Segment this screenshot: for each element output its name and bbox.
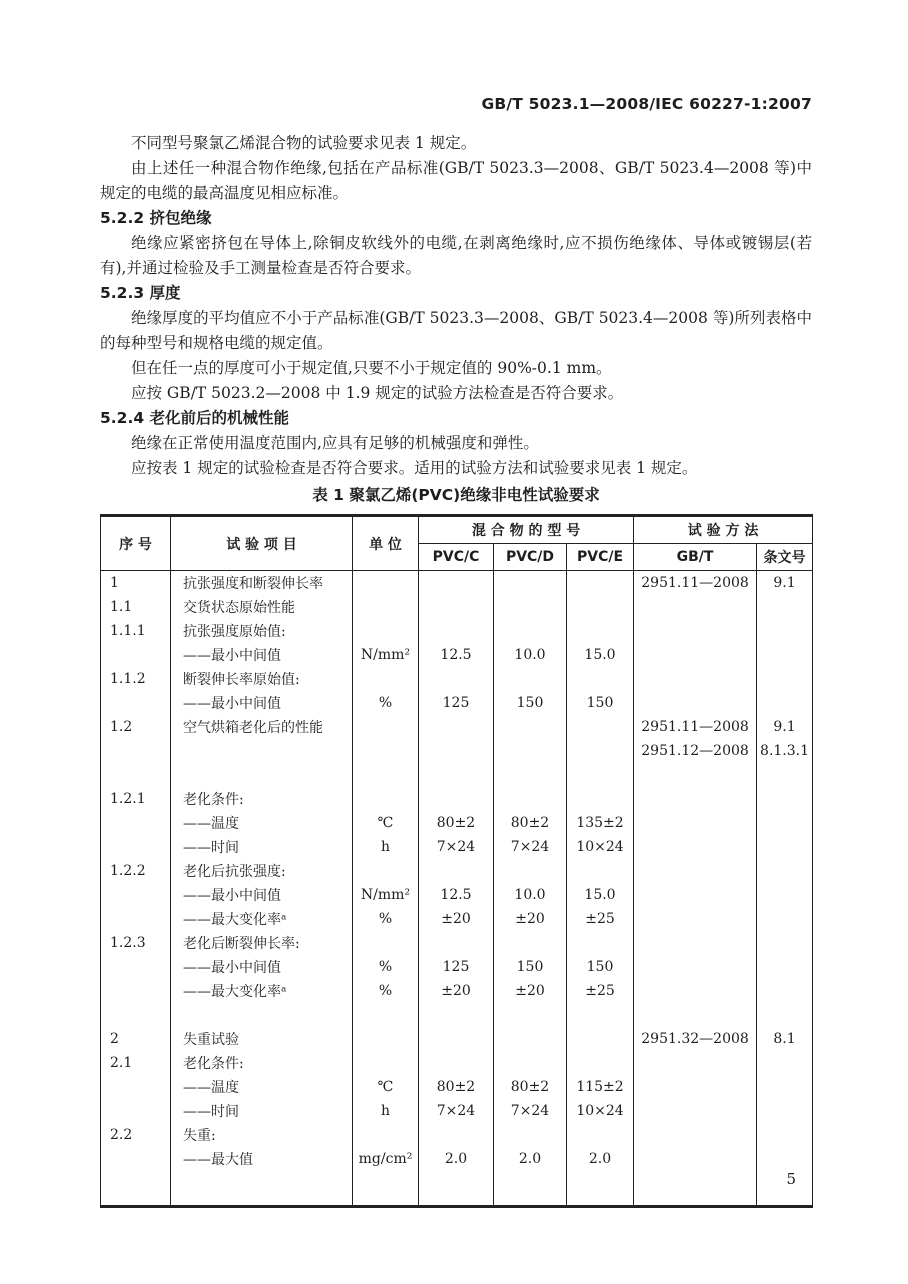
table-cell xyxy=(634,619,757,643)
table-cell: 12.5 xyxy=(419,643,494,667)
table-cell xyxy=(419,859,494,883)
table-cell: % xyxy=(353,691,419,715)
table-cell xyxy=(419,1051,494,1075)
table-cell: 7×24 xyxy=(419,1099,494,1123)
table-cell xyxy=(353,619,419,643)
table-cell: 80±2 xyxy=(419,811,494,835)
table-cell: 2.1 xyxy=(101,1051,171,1075)
table-cell xyxy=(494,763,567,787)
table-cell xyxy=(634,643,757,667)
table-cell: % xyxy=(353,955,419,979)
table-title: 表 1 聚氯乙烯(PVC)绝缘非电性试验要求 xyxy=(312,486,600,504)
column-header-pvc-e: PVC/E xyxy=(567,544,634,571)
table-cell: 抗张强度原始值: xyxy=(171,619,353,643)
table-cell: 空气烘箱老化后的性能 xyxy=(171,715,353,739)
table-cell xyxy=(757,787,813,811)
table-cell xyxy=(494,859,567,883)
table-row xyxy=(101,643,813,667)
table-cell: 150 xyxy=(494,691,567,715)
table-header-row-1 xyxy=(101,516,813,544)
clause-heading: 5.2.2 挤包绝缘 xyxy=(100,209,212,227)
table-cell xyxy=(353,931,419,955)
table-row xyxy=(101,667,813,691)
table-cell xyxy=(101,907,171,931)
pvc-test-requirements-table xyxy=(100,514,813,1208)
table-cell xyxy=(634,1099,757,1123)
table-cell xyxy=(353,787,419,811)
column-header-item: 试 验 项 目 xyxy=(171,516,353,571)
table-cell: 2951.11—2008 xyxy=(634,715,757,739)
table-cell xyxy=(353,571,419,596)
spacer-cell xyxy=(171,1171,353,1207)
table-cell: ±25 xyxy=(567,979,634,1003)
table-cell: 2.2 xyxy=(101,1123,171,1147)
table-cell xyxy=(171,763,353,787)
table-cell: mg/cm² xyxy=(353,1147,419,1171)
table-cell: 10×24 xyxy=(567,835,634,859)
table-cell xyxy=(101,739,171,763)
table-cell: 10×24 xyxy=(567,1099,634,1123)
table-cell: 7×24 xyxy=(494,835,567,859)
table-cell: 9.1 xyxy=(757,571,813,596)
table-cell xyxy=(567,571,634,596)
table-cell xyxy=(757,1075,813,1099)
paragraph: 绝缘厚度的平均值应不小于产品标准(GB/T 5023.3—2008、GB/T 5023.4—2008 等)所列表格中的每种型号和规格电缆的规定值。 xyxy=(100,309,812,352)
table-cell xyxy=(757,835,813,859)
table-cell xyxy=(634,667,757,691)
column-group-test-method: 试 验 方 法 xyxy=(634,516,813,544)
table-cell: 135±2 xyxy=(567,811,634,835)
table-row xyxy=(101,1147,813,1171)
table-cell xyxy=(494,667,567,691)
table-cell: 1.1 xyxy=(101,595,171,619)
table-cell xyxy=(567,787,634,811)
table-cell xyxy=(757,859,813,883)
spacer-cell xyxy=(353,1171,419,1207)
table-cell: 1.2.1 xyxy=(101,787,171,811)
table-cell xyxy=(634,763,757,787)
paragraph: 应按表 1 规定的试验检查是否符合要求。适用的试验方法和试验要求见表 1 规定。 xyxy=(131,459,698,477)
table-cell: 150 xyxy=(567,691,634,715)
table-cell xyxy=(419,619,494,643)
table-cell: 115±2 xyxy=(567,1075,634,1099)
table-cell: 8.1 xyxy=(757,1027,813,1051)
paragraph: 绝缘应紧密挤包在导体上,除铜皮软线外的电缆,在剥离绝缘时,应不损伤绝缘体、导体或镀锡层(若有),并通过检验及手工测量检查是否符合要求。 xyxy=(100,234,812,277)
table-cell: ——最大变化率ᵃ xyxy=(171,979,353,1003)
table-cell xyxy=(567,1003,634,1027)
table-cell xyxy=(567,931,634,955)
table-row xyxy=(101,835,813,859)
table-body xyxy=(101,571,813,1172)
table-cell xyxy=(494,787,567,811)
table-cell: 失重: xyxy=(171,1123,353,1147)
table-cell xyxy=(353,859,419,883)
table-cell: 9.1 xyxy=(757,715,813,739)
table-cell xyxy=(101,883,171,907)
table-cell: ℃ xyxy=(353,811,419,835)
table-cell xyxy=(494,1027,567,1051)
column-header-unit: 单 位 xyxy=(353,516,419,571)
table-cell xyxy=(494,931,567,955)
paragraph: 但在任一点的厚度可小于规定值,只要不小于规定值的 90%-0.1 mm。 xyxy=(131,359,612,377)
paragraph: 不同型号聚氯乙烯混合物的试验要求见表 1 规定。 xyxy=(131,134,477,152)
table-row xyxy=(101,859,813,883)
table-cell xyxy=(101,1003,171,1027)
table-cell: 断裂伸长率原始值: xyxy=(171,667,353,691)
table-cell xyxy=(353,1123,419,1147)
column-group-mixture-type: 混 合 物 的 型 号 xyxy=(419,516,634,544)
table-cell xyxy=(634,691,757,715)
table-cell: 老化后抗张强度: xyxy=(171,859,353,883)
table-cell xyxy=(757,1147,813,1171)
table-cell: ——温度 xyxy=(171,1075,353,1099)
table-cell xyxy=(634,787,757,811)
table-cell xyxy=(757,979,813,1003)
table-cell: 1.1.2 xyxy=(101,667,171,691)
table-cell xyxy=(494,1003,567,1027)
table-cell: 老化后断裂伸长率: xyxy=(171,931,353,955)
table-cell: ℃ xyxy=(353,1075,419,1099)
table-cell: 10.0 xyxy=(494,643,567,667)
table-cell xyxy=(634,1147,757,1171)
table-header xyxy=(101,516,813,571)
table-row xyxy=(101,1051,813,1075)
table-row xyxy=(101,1099,813,1123)
column-header-pvc-d: PVC/D xyxy=(494,544,567,571)
table-row xyxy=(101,787,813,811)
table-cell xyxy=(419,1027,494,1051)
column-header-clause: 条文号 xyxy=(757,544,813,571)
table-row xyxy=(101,739,813,763)
table-cell xyxy=(419,1003,494,1027)
table-cell: 125 xyxy=(419,691,494,715)
table-cell: 150 xyxy=(567,955,634,979)
table-cell xyxy=(101,811,171,835)
table-row xyxy=(101,1075,813,1099)
table-cell: 老化条件: xyxy=(171,787,353,811)
table-cell xyxy=(353,739,419,763)
table-row xyxy=(101,1123,813,1147)
table-cell xyxy=(757,1099,813,1123)
table-cell xyxy=(634,859,757,883)
text-blocks xyxy=(100,131,812,481)
table-cell: N/mm² xyxy=(353,643,419,667)
table-cell xyxy=(634,835,757,859)
table-cell xyxy=(567,739,634,763)
table-cell: 80±2 xyxy=(494,811,567,835)
spacer-cell xyxy=(634,1171,757,1207)
table-cell: ——最大值 xyxy=(171,1147,353,1171)
table-cell xyxy=(353,667,419,691)
table-cell: ±25 xyxy=(567,907,634,931)
table-cell xyxy=(101,955,171,979)
table-cell xyxy=(634,1003,757,1027)
table-cell xyxy=(419,787,494,811)
table-cell xyxy=(757,1051,813,1075)
table-cell: 2.0 xyxy=(494,1147,567,1171)
table-cell: ——最小中间值 xyxy=(171,883,353,907)
table-cell: N/mm² xyxy=(353,883,419,907)
table-row xyxy=(101,979,813,1003)
table-cell xyxy=(101,835,171,859)
table-row xyxy=(101,931,813,955)
table-cell: ——时间 xyxy=(171,835,353,859)
table-cell: 15.0 xyxy=(567,643,634,667)
table-cell xyxy=(419,715,494,739)
table-cell xyxy=(419,667,494,691)
table-cell xyxy=(757,643,813,667)
table-row xyxy=(101,715,813,739)
table-row xyxy=(101,595,813,619)
table-cell xyxy=(567,1051,634,1075)
table-cell: ——最小中间值 xyxy=(171,955,353,979)
table-cell xyxy=(494,619,567,643)
table-cell xyxy=(353,1051,419,1075)
table-cell: 1.2.3 xyxy=(101,931,171,955)
table-cell xyxy=(757,691,813,715)
table-row xyxy=(101,571,813,596)
paragraph: 由上述任一种混合物作绝缘,包括在产品标准(GB/T 5023.3—2008、GB/T 5023.4—2008 等)中规定的电缆的最高温度见相应标准。 xyxy=(100,159,812,202)
table-cell xyxy=(634,883,757,907)
table-cell xyxy=(757,1123,813,1147)
spacer-cell xyxy=(757,1171,813,1207)
table-cell xyxy=(757,931,813,955)
table-cell xyxy=(353,715,419,739)
table-cell xyxy=(757,763,813,787)
table-cell: 7×24 xyxy=(494,1099,567,1123)
column-header-gbt: GB/T xyxy=(634,544,757,571)
table-cell xyxy=(101,1075,171,1099)
table-cell: 1.2 xyxy=(101,715,171,739)
table-cell: ——温度 xyxy=(171,811,353,835)
table-cell: 150 xyxy=(494,955,567,979)
table-cell: % xyxy=(353,979,419,1003)
table-cell xyxy=(567,715,634,739)
table-cell xyxy=(419,739,494,763)
table-cell xyxy=(757,595,813,619)
table-cell: 2951.32—2008 xyxy=(634,1027,757,1051)
table-row xyxy=(101,763,813,787)
paragraph: 绝缘在正常使用温度范围内,应具有足够的机械强度和弹性。 xyxy=(131,434,539,452)
table-cell xyxy=(634,1123,757,1147)
table-cell: 125 xyxy=(419,955,494,979)
clause-heading: 5.2.3 厚度 xyxy=(100,284,181,302)
table-cell xyxy=(757,619,813,643)
table-cell: ±20 xyxy=(419,907,494,931)
table-cell: ——最小中间值 xyxy=(171,643,353,667)
table-cell xyxy=(567,595,634,619)
paragraph: 应按 GB/T 5023.2—2008 中 1.9 规定的试验方法检查是否符合要求。 xyxy=(131,384,624,402)
table-cell: 7×24 xyxy=(419,835,494,859)
table-cell xyxy=(494,595,567,619)
table-cell: ±20 xyxy=(494,979,567,1003)
table-cell: 失重试验 xyxy=(171,1027,353,1051)
table-cell xyxy=(634,1051,757,1075)
table-cell xyxy=(634,907,757,931)
table-row xyxy=(101,691,813,715)
table-cell: 2 xyxy=(101,1027,171,1051)
table-cell: 2.0 xyxy=(419,1147,494,1171)
table-cell xyxy=(101,1099,171,1123)
table-cell xyxy=(171,739,353,763)
table-cell: ±20 xyxy=(494,907,567,931)
table-row xyxy=(101,1027,813,1051)
table-cell xyxy=(634,931,757,955)
table-cell xyxy=(757,907,813,931)
table-cell xyxy=(419,595,494,619)
table-cell xyxy=(567,619,634,643)
table-cell xyxy=(634,979,757,1003)
table-cell: ±20 xyxy=(419,979,494,1003)
table-cell: 2951.12—2008 xyxy=(634,739,757,763)
table-cell: h xyxy=(353,1099,419,1123)
spacer-cell xyxy=(419,1171,494,1207)
table-cell xyxy=(101,643,171,667)
table-cell xyxy=(419,763,494,787)
table-cell xyxy=(757,667,813,691)
table-cell xyxy=(634,1075,757,1099)
table-cell xyxy=(353,1027,419,1051)
column-header-seq: 序 号 xyxy=(101,516,171,571)
table-cell: 12.5 xyxy=(419,883,494,907)
document-content xyxy=(100,131,812,1208)
table-cell xyxy=(567,763,634,787)
table-cell xyxy=(419,931,494,955)
table-row xyxy=(101,955,813,979)
column-header-pvc-c: PVC/C xyxy=(419,544,494,571)
table-cell: ——时间 xyxy=(171,1099,353,1123)
table-cell xyxy=(757,955,813,979)
spacer-cell xyxy=(567,1171,634,1207)
table-cell: 2.0 xyxy=(567,1147,634,1171)
table-cell: 80±2 xyxy=(494,1075,567,1099)
table-cell: % xyxy=(353,907,419,931)
table-cell xyxy=(494,715,567,739)
spacer-cell xyxy=(101,1171,171,1207)
table-cell: 1.2.2 xyxy=(101,859,171,883)
table-cell: ——最小中间值 xyxy=(171,691,353,715)
table-cell: 10.0 xyxy=(494,883,567,907)
table-cell: 80±2 xyxy=(419,1075,494,1099)
table-cell xyxy=(494,739,567,763)
table-cell xyxy=(494,571,567,596)
spacer-row xyxy=(101,1171,813,1207)
table-cell xyxy=(634,811,757,835)
table-cell xyxy=(634,595,757,619)
table-row xyxy=(101,811,813,835)
table-cell: 老化条件: xyxy=(171,1051,353,1075)
table-cell xyxy=(757,1003,813,1027)
table-cell xyxy=(101,691,171,715)
table-cell: h xyxy=(353,835,419,859)
standard-code-header: GB/T 5023.1—2008/IEC 60227-1:2007 xyxy=(481,95,812,113)
table-cell xyxy=(353,763,419,787)
table-cell xyxy=(101,763,171,787)
table-cell xyxy=(567,1123,634,1147)
table-cell xyxy=(567,859,634,883)
table-cell xyxy=(634,955,757,979)
table-row xyxy=(101,1003,813,1027)
table-row xyxy=(101,907,813,931)
table-row xyxy=(101,619,813,643)
table-cell xyxy=(353,1003,419,1027)
spacer-cell xyxy=(494,1171,567,1207)
clause-heading: 5.2.4 老化前后的机械性能 xyxy=(100,409,290,427)
table-cell: ——最大变化率ᵃ xyxy=(171,907,353,931)
table-cell xyxy=(494,1051,567,1075)
table-cell xyxy=(353,595,419,619)
table-cell: 2951.11—2008 xyxy=(634,571,757,596)
table-cell xyxy=(419,1123,494,1147)
table-cell xyxy=(494,1123,567,1147)
table-cell xyxy=(171,1003,353,1027)
table-cell: 抗张强度和断裂伸长率 xyxy=(171,571,353,596)
table-footer-spacer xyxy=(101,1171,813,1207)
table-cell: 8.1.3.1 xyxy=(757,739,813,763)
table-cell: 1.1.1 xyxy=(101,619,171,643)
table-cell xyxy=(419,571,494,596)
table-cell xyxy=(567,1027,634,1051)
table-cell xyxy=(101,1147,171,1171)
table-cell xyxy=(101,979,171,1003)
table-cell xyxy=(567,667,634,691)
table-row xyxy=(101,883,813,907)
table-cell: 1 xyxy=(101,571,171,596)
table-cell xyxy=(757,811,813,835)
page-number: 5 xyxy=(786,1170,796,1188)
table-cell: 交货状态原始性能 xyxy=(171,595,353,619)
table-cell: 15.0 xyxy=(567,883,634,907)
table-cell xyxy=(757,883,813,907)
